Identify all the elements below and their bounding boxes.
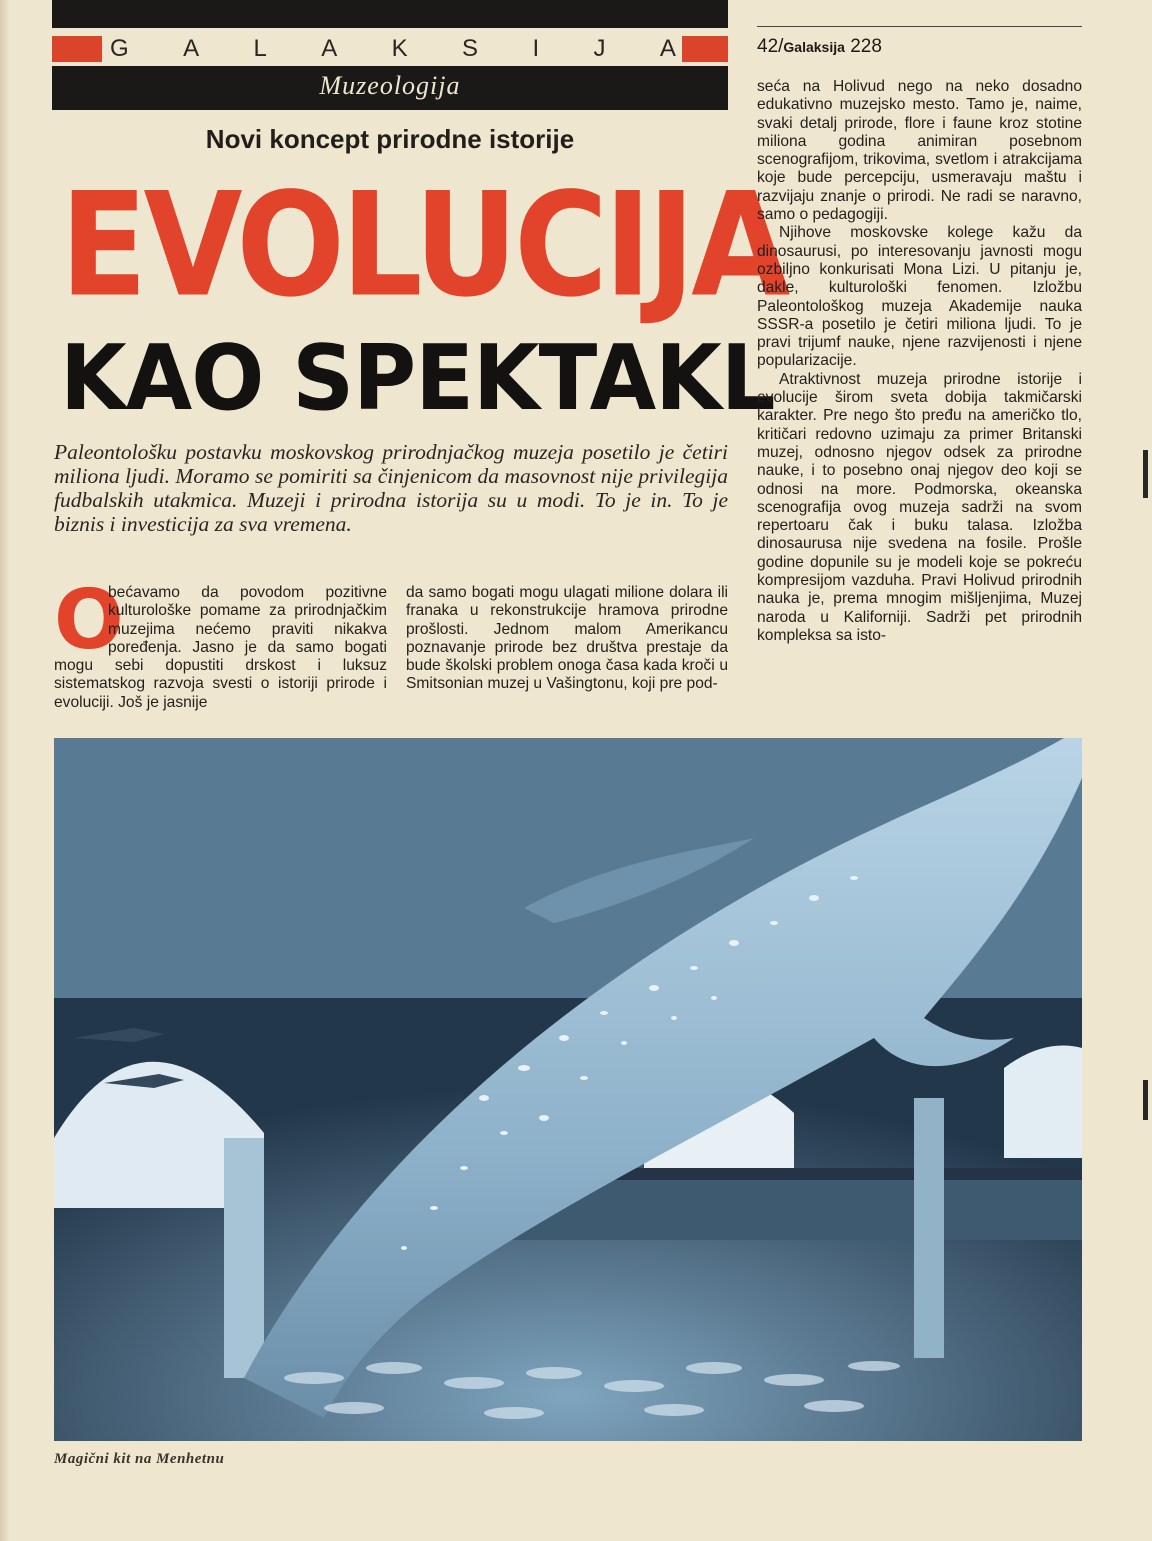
page-binding-edge bbox=[0, 0, 10, 1541]
article-overline: Novi koncept prirodne istorije bbox=[205, 124, 575, 154]
edge-mark bbox=[1143, 450, 1148, 498]
body-column-3 bbox=[757, 78, 1082, 645]
masthead-letter: I bbox=[532, 35, 540, 62]
masthead-letter: K bbox=[391, 35, 408, 62]
photo-caption: Magični kit na Menhetnu bbox=[54, 1451, 225, 1467]
page-number bbox=[757, 36, 882, 58]
column bbox=[914, 1098, 944, 1358]
arched-window-right bbox=[1004, 1046, 1082, 1159]
body-paragraph: Njihove moskovske kolege kažu da dinosaurusi, po interesovanju javnosti mogu ozbiljno konkurisati Mona Lizi. U pitanju je, dakle, kulturološki fenomen. Izložbu Paleontološkog muzeja Akademije nauka SSSR-a posetilo je četiri miliona ljudi. To je pravi trijumf nauke, njene razvijenosti i njene popularizacije. bbox=[757, 224, 1082, 370]
whale-illustration bbox=[54, 738, 1082, 1441]
masthead-letter: J bbox=[593, 35, 606, 62]
body-paragraph: bećavamo da povodom pozitivne kulturološke pomame za prirodnjačkim muzejima nećemo praviti nikakva poređenja. Jasno je da samo bogati mogu sebi dopustiti drskost i luksuz sistematskog razvoja svesti o istoriji prirode i evoluciji. Još je jasnije bbox=[54, 584, 387, 711]
masthead-letter: A bbox=[321, 35, 338, 62]
masthead-red-block-left bbox=[52, 36, 102, 62]
masthead-letter: A bbox=[659, 35, 676, 62]
body-paragraph: Atraktivnost muzeja prirodne istorije i evolucije širom sveta dobija takmičarski karakter. Pre nego što pređu na američko tlo, kritičari redovno uzimaju za primer Britanski muzej, odnosno njegov odsek za prirodne nauke, i to posebno onaj njegov deo koji se odnosi na more. Podmorska, okeanska scenografija ovog muzeja sadrži na svom repertoaru čak i buku talasa. Izložba dinosaurusa nije svedena na fosile. Prošle godine dopunile su je modeli koje se pokreću kompresijom vazduha. Pravi Holivud prirodnih nauka je, prema mnogim mišljenjima, Muzej naroda u Kaliforniji. Sadrži pet prirodnih kompleksa sa isto- bbox=[757, 370, 1082, 644]
masthead-red-block-right bbox=[682, 36, 728, 62]
masthead-letter: L bbox=[253, 35, 267, 62]
page-number-value: 42/ bbox=[757, 36, 784, 57]
section-label: Muzeologija bbox=[52, 66, 728, 110]
masthead bbox=[52, 36, 728, 62]
headline-line-2: KAO SPEKTAKL bbox=[60, 325, 775, 431]
headline-line-1: EVOLUCIJA bbox=[60, 162, 787, 330]
body-paragraph: seća na Holivud nego na neko dosadno edukativno muzejsko mesto. Tamo je, naime, svaki detalj prirode, flore i faune kroz stotine miliona godina animiran posebnom scenografijom, trikovima, svetlom i atrakcijama koje bude percepciju, usmeravaju maštu i razvijaju znanje o prirodi. Ne radi se naravno, samo o pedagogiji. bbox=[757, 78, 1082, 224]
article-lede: Paleontološku postavku moskovskog prirodnjačkog muzeja posetilo je četiri miliona ljudi. Moramo se pomiriti sa činjenicom da masovnost nije privilegija fudbalskih utakmica. Muzeji i prirodna istorija su u modi. To je in. To je biznis i investicija za sva vremena. bbox=[54, 440, 728, 536]
masthead-letter: S bbox=[462, 35, 479, 62]
masthead-letter: A bbox=[183, 35, 200, 62]
museum-whale-photo bbox=[54, 738, 1082, 1441]
column bbox=[224, 1138, 264, 1378]
body-paragraph: da samo bogati mogu ulagati milione dolara ili franaka u rekonstrukcije hramova prirodne prošlosti. Jednom malom Amerikancu poznavanje prirode bez društva prestaje da bude školski problem onoga časa kada kroči u Smitsonian muzej u Vašingtonu, koji pre pod- bbox=[406, 584, 728, 693]
top-black-bar bbox=[52, 0, 728, 28]
magazine-name: Galaksija bbox=[783, 39, 845, 55]
drop-cap: O bbox=[54, 573, 124, 668]
masthead-letter: G bbox=[110, 35, 129, 62]
masthead-letters bbox=[110, 36, 676, 62]
body-column-1 bbox=[54, 573, 387, 712]
edge-mark bbox=[1143, 1080, 1148, 1120]
issue-number: 228 bbox=[850, 36, 882, 57]
page-header-rule bbox=[757, 26, 1082, 27]
body-column-2 bbox=[406, 584, 728, 694]
